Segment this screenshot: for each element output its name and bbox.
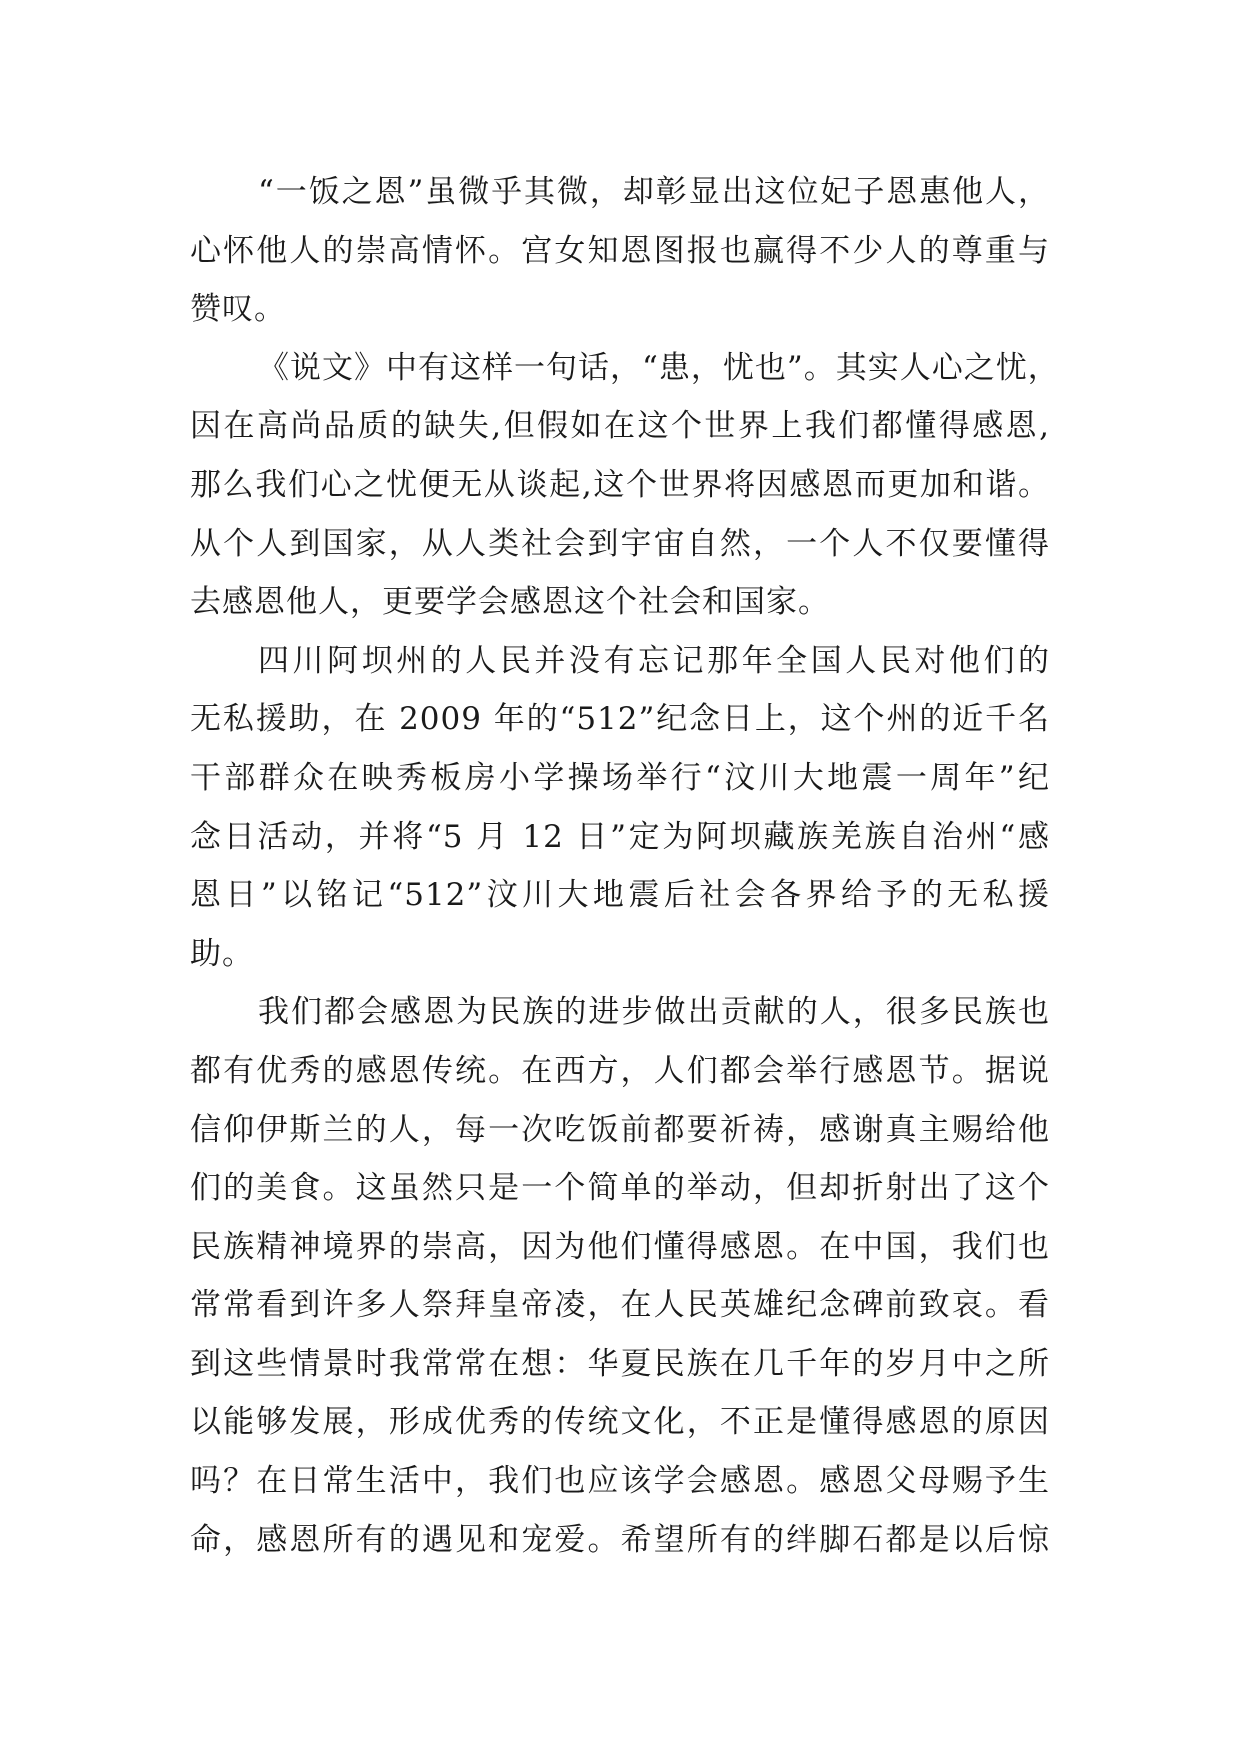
paragraph-line: 助。 [190,935,254,972]
paragraph-line: 赞叹。 [190,291,286,328]
paragraph-line: 去感恩他人，更要学会感恩这个社会和国家。 [190,584,830,621]
paragraph-line: 恩日”以铭记“512”汶川大地震后社会各界给予的无私援 [190,877,1050,914]
paragraph-line: 我们都会感恩为民族的进步做出贡献的人，很多民族也 [258,994,1050,1031]
paragraph-line: 信仰伊斯兰的人，每一次吃饭前都要祈祷，感谢真主赐给他 [190,1111,1050,1148]
paragraph-line: “一饭之恩”虽微乎其微，却彰显出这位妃子恩惠他人， [258,174,1050,210]
paragraph-line: 因在高尚品质的缺失,但假如在这个世界上我们都懂得感恩, [190,408,1050,445]
paragraph-line: 们的美食。这虽然只是一个简单的举动，但却折射出了这个 [190,1170,1050,1207]
paragraph-line: 以能够发展，形成优秀的传统文化，不正是懂得感恩的原因 [190,1404,1050,1441]
paragraph-line: 那么我们心之忧便无从谈起,这个世界将因感恩而更加和谐。 [190,466,1050,503]
paragraph-line: 干部群众在映秀板房小学操场举行“汶川大地震一周年”纪 [190,759,1050,796]
paragraph-line: 常常看到许多人祭拜皇帝凌，在人民英雄纪念碑前致哀。看 [190,1287,1050,1324]
paragraph-line: 都有优秀的感恩传统。在西方，人们都会举行感恩节。据说 [190,1052,1050,1089]
paragraph-line: 念日活动，并将“5 月 12 日”定为阿坝藏族羌族自治州“感 [190,818,1050,855]
paragraph-line: 吗？在日常生活中，我们也应该学会感恩。感恩父母赐予生 [190,1463,1050,1500]
paragraph-line: 《说文》中有这样一句话，“患，忧也”。其实人心之忧， [258,349,1060,386]
paragraph-line: 心怀他人的崇高情怀。宫女知恩图报也赢得不少人的尊重与 [190,232,1050,269]
document-body [190,163,1060,1569]
paragraph-line: 四川阿坝州的人民并没有忘记那年全国人民对他们的 [258,642,1050,679]
paragraph-line: 从个人到国家，从人类社会到宇宙自然，一个人不仅要懂得 [190,525,1050,562]
paragraph-line: 命，感恩所有的遇见和宠爱。希望所有的绊脚石都是以后惊 [190,1521,1050,1558]
paragraph-line: 民族精神境界的崇高，因为他们懂得感恩。在中国，我们也 [190,1228,1050,1265]
paragraph-line: 到这些情景时我常常在想：华夏民族在几千年的岁月中之所 [190,1345,1050,1382]
paragraph-line: 无私援助，在 2009 年的“512”纪念日上，这个州的近千名 [190,701,1050,738]
